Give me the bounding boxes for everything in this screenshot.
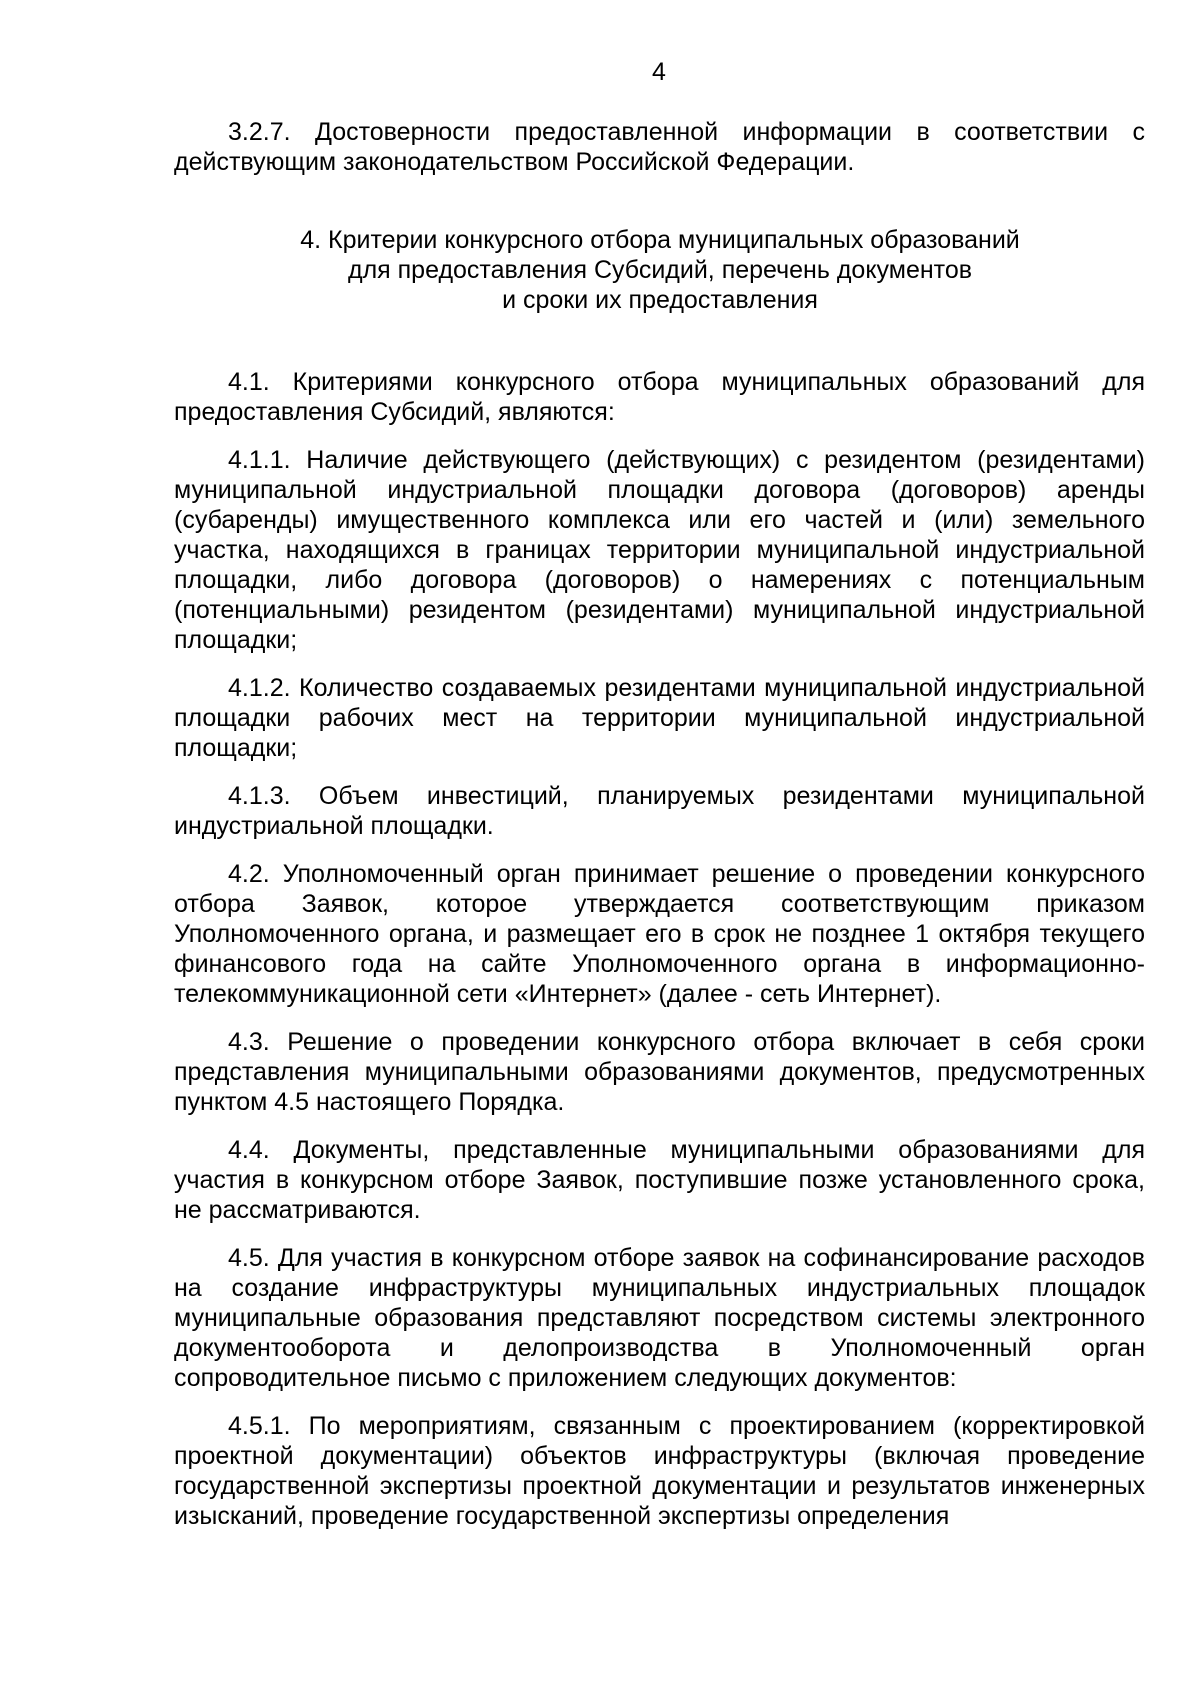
document-body bbox=[174, 117, 1145, 1531]
paragraph-4-3: 4.3. Решение о проведении конкурсного отбора включает в себя сроки представления муниципальными образованиями документов, предусмотренных пунктом 4.5 настоящего Порядка. bbox=[174, 1028, 1145, 1116]
paragraph-4-1-2: 4.1.2. Количество создаваемых резидентами муниципальной индустриальной площадки рабочих мест на территории муниципальной индустриальной площадки; bbox=[174, 674, 1145, 762]
paragraph-4-1-1: 4.1.1. Наличие действующего (действующих) с резидентом (резидентами) муниципальной индустриальной площадки договора (договоров) аренды (субаренды) имущественного комплекса или его частей и (или) земельного участка, находящихся в границах территории муниципальной индустриальной площадки, либо договора (договоров) о намерениях с потенциальным (потенциальными) резидентом (резидентами) муниципальной индустриальной площадки; bbox=[174, 446, 1145, 654]
paragraph-4-2: 4.2. Уполномоченный орган принимает решение о проведении конкурсного отбора Заявок, которое утверждается соответствующим приказом Уполномоченного органа, и размещает его в срок не позднее 1 октября текущего финансового года на сайте Уполномоченного органа в информационно-телекоммуникационной сети «Интернет» (далее - сеть Интернет). bbox=[174, 860, 1145, 1008]
paragraph-4-1-3: 4.1.3. Объем инвестиций, планируемых резидентами муниципальной индустриальной площадки. bbox=[174, 782, 1145, 840]
section-heading-line-1: 4. Критерии конкурсного отбора муниципальных образований bbox=[300, 226, 1020, 254]
section-heading bbox=[174, 225, 1145, 315]
paragraph-4-4: 4.4. Документы, представленные муниципальными образованиями для участия в конкурсном отборе Заявок, поступившие позже установленного срока, не рассматриваются. bbox=[174, 1136, 1145, 1224]
paragraph-4-5-1: 4.5.1. По мероприятиям, связанным с проектированием (корректировкой проектной документации) объектов инфраструктуры (включая проведение государственной экспертизы проектной документации и результатов инженерных изысканий, проведение государственной экспертизы определения bbox=[174, 1412, 1145, 1530]
section-heading-line-2: для предоставления Субсидий, перечень документов bbox=[347, 256, 973, 284]
paragraph-3-2-7: 3.2.7. Достоверности предоставленной информации в соответствии с действующим законодательством Российской Федерации. bbox=[174, 118, 1145, 176]
paragraph-4-5: 4.5. Для участия в конкурсном отборе заявок на софинансирование расходов на создание инфраструктуры муниципальных индустриальных площадок муниципальные образования представляют посредством системы электронного документооборота и делопроизводства в Уполномоченный орган сопроводительное письмо с приложением следующих документов: bbox=[174, 1244, 1145, 1392]
page-number: 4 bbox=[652, 58, 666, 86]
section-heading-line-3: и сроки их предоставления bbox=[502, 286, 818, 314]
paragraph-4-1: 4.1. Критериями конкурсного отбора муниципальных образований для предоставления Субсидий, являются: bbox=[174, 368, 1145, 426]
